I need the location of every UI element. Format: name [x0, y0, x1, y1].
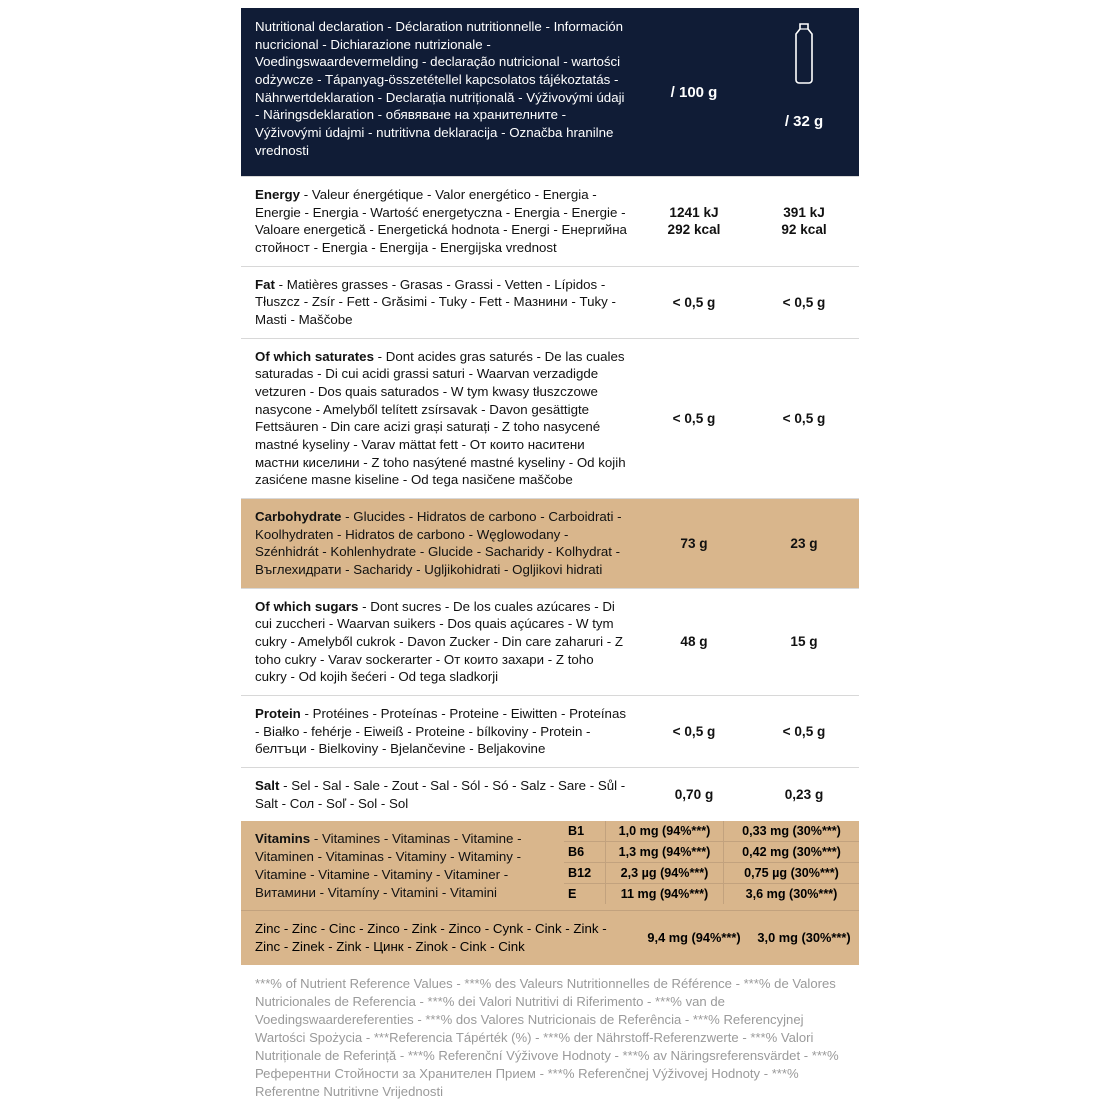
vitamin-name: E [564, 884, 606, 904]
vitamin-value-100g: 1,0 mg (94%***) [606, 821, 724, 841]
header-col-per-serving [749, 8, 859, 176]
vitamins-grid [564, 821, 859, 910]
table-section-vitamins [241, 821, 859, 964]
table-row-zinc [241, 910, 859, 964]
vitamin-value-serving: 0,75 µg (30%***) [744, 866, 839, 881]
nutrition-table [241, 8, 859, 1113]
row-label-vitamins-bold: Vitamins [255, 831, 311, 847]
row-label-protein [241, 696, 639, 767]
row-value-protein-100g: < 0,5 g [672, 724, 716, 740]
vitamin-value-100g: 2,3 µg (94%***) [606, 863, 724, 883]
row-label-energy-rest: - Valeur énergétique - Valor energético - Energia - Energie - Energia - Wartość energetyczna - Energia - Energie - Valoare energetică - Energetická hodnota - Energi - Енергийна стойност - Energia - Energija - Energijska vrednost [255, 187, 627, 256]
row-label-fat-bold: Fat [255, 276, 275, 292]
row-label-energy [241, 177, 639, 266]
row-value-salt-100g: 0,70 g [674, 787, 714, 803]
row-value-saturates-100g: < 0,5 g [672, 410, 716, 426]
row-value-carbohydrate-100g: 73 g [680, 535, 708, 551]
vitamin-line [564, 821, 859, 842]
row-value-carbohydrate-serving: 23 g [790, 535, 818, 551]
row-label-energy-bold: Energy [255, 187, 301, 202]
row-value-energy-serving-kj: 391 kJ [783, 204, 825, 220]
row-label-protein-bold: Protein [255, 706, 301, 722]
table-row-carbohydrate [241, 498, 859, 588]
vitamin-name: B6 [564, 842, 606, 862]
table-row-fat [241, 266, 859, 338]
header-col-per-serving-label: / 32 g [784, 113, 824, 130]
row-label-salt [241, 768, 639, 821]
row-label-sugars-rest: - Dont sucres - De los cuales azúcares - Di cui zuccheri - Waarvan suikers - Dos quais açúcares - W tym cukry - Amelyből cukrok - Davon Zucker - Din care zaharuri - Z toho cukry - Varav sockerarter - От които захари - Z toho cukry - Od kojih šećeri - Od tega sladkorji [255, 598, 623, 685]
row-label-salt-rest: - Sel - Sal - Sale - Zout - Sal - Sól - Só - Salz - Sare - Sůl - Salt - Сол - Soľ - Sol - Sol [255, 778, 626, 811]
vitamin-name: B1 [564, 821, 606, 841]
row-value-zinc-serving: 3,0 mg (30%***) [757, 930, 851, 946]
table-header [241, 8, 859, 176]
row-value-protein-serving: < 0,5 g [782, 724, 826, 740]
row-label-sugars [241, 589, 639, 695]
table-row-vitamins [241, 821, 859, 910]
row-value-fat-100g: < 0,5 g [672, 294, 716, 310]
row-label-fat-rest: - Matières grasses - Grasas - Grassi - Vetten - Lípidos - Tłuszcz - Zsír - Fett - Grăsimi - Tuky - Fett - Мазнини - Tuky - Masti - Maščobe [255, 276, 616, 328]
table-row-energy [241, 176, 859, 266]
table-row-protein [241, 695, 859, 767]
vitamin-line [564, 884, 859, 904]
row-label-protein-rest: - Protéines - Proteínas - Proteine - Eiwitten - Proteínas - Białko - fehérje - Eiweiß - Proteine - bílkoviny - Protein - белтъци - Bielkoviny - Bjelančevine - Beljakovine [255, 706, 626, 757]
header-col-per-100g-label: / 100 g [670, 83, 718, 101]
vitamin-value-100g: 11 mg (94%***) [606, 884, 724, 904]
table-row-saturates [241, 338, 859, 498]
footnote-nrv: ***% of Nutrient Reference Values - ***% des Valeurs Nutritionnelles de Référence - ***% de Valores Nutricionales de Referencia - ***% dei Valori Nutritivi di Riferimento - ***% van de Voedingswaardereferenties - ***% dos Valores Nutricionais de Referência - ***% Referencyjnej Wartości Spożycia - ***Referencia Tápérték (%) - ***% der Nährstoff-Referenzwerte - ***% Valori Nutriționale de Referință - ***% Referenční Výživove Hodnoty - ***% av Näringsreferensvärdet - ***% Референтни Стойности за Хранителен Прием - ***% Referenčnej Výživovej Hodnoty - ***% Referentne Nutritivne Vrijednosti [241, 965, 859, 1113]
row-label-fat [241, 267, 639, 338]
row-label-carbohydrate [241, 499, 639, 588]
vitamin-value-serving: 0,33 mg (30%***) [742, 824, 841, 839]
header-col-per-100g [639, 8, 749, 176]
row-label-saturates [241, 339, 639, 498]
row-label-saturates-bold: Of which saturates [255, 348, 374, 364]
row-label-salt-bold: Salt [255, 778, 280, 794]
vitamin-value-serving: 3,6 mg (30%***) [745, 887, 838, 902]
row-value-energy-100g-kj: 1241 kJ [669, 204, 719, 220]
row-label-carbohydrate-rest: - Glucides - Hidratos de carbono - Carboidrati - Koolhydraten - Hidratos de carbono - Węglowodany - Szénhidrát - Kohlenhydrate - Glucide - Sacharidy - Kolhydrat - Въглехидрати - Sacharidy - Ugljikohidrati - Ogljikovi hidrati [255, 509, 622, 578]
row-label-sugars-bold: Of which sugars [255, 598, 359, 614]
row-value-energy-100g-kcal: 292 kcal [667, 222, 721, 238]
row-label-zinc: Zinc - Zinc - Cinc - Zinco - Zink - Zinco - Cynk - Cink - Zink - Zinc - Zinek - Zink - Цинк - Zinok - Cink - Cink [255, 921, 607, 954]
row-label-vitamins [241, 821, 564, 910]
row-value-saturates-serving: < 0,5 g [782, 410, 826, 426]
header-title: Nutritional declaration - Déclaration nutritionnelle - Información nucricional - Dichiarazione nutrizionale - Voedingswaardevermelding - declaração nutricional - wartości odżywcze - Tápanyag-összetétellel kapcsolatos tájékoztatás - Nährwertdeklaration - Declarația nutrițională - Výživovými údaji - Näringsdeklaration - обявяване на хранителните - Výživovými údajmi - nutritivna deklaracija - Označba hranilne vrednosti [255, 19, 625, 158]
row-value-salt-serving: 0,23 g [784, 787, 824, 803]
vitamin-name: B12 [564, 863, 606, 883]
row-value-sugars-100g: 48 g [680, 634, 708, 650]
row-label-saturates-rest: - Dont acides gras saturés - De las cuales saturadas - Di cui acidi grassi saturi - Waarvan verzadigde vetzuren - Dos quais saturados - W tym kwasy tłuszczowe nasycone - Amelyből telített zsírsavak - Davon gesättigte Fettsäuren - Din care acizi grași saturați - Z toho nasycené mastné kyseliny - Varav mättat fett - От които наситени мастни киселини - Z toho nasýtené mastné kyseliny - Od kojih zasićene masne kiseline - Od tega nasičene maščobe [255, 348, 626, 488]
bottle-icon [789, 22, 819, 84]
row-value-energy-serving-kcal: 92 kcal [781, 222, 827, 238]
table-row-sugars [241, 588, 859, 695]
row-value-energy-serving [749, 177, 859, 266]
row-value-sugars-serving: 15 g [790, 634, 818, 650]
row-value-energy-100g [639, 177, 749, 266]
row-label-vitamins-rest: - Vitamines - Vitaminas - Vitamine - Vitaminen - Vitaminas - Vitaminy - Witaminy - Vitamine - Vitamine - Vitaminy - Vitaminer - Витамини - Vitamíny - Vitamini - Vitamini [255, 831, 522, 900]
table-row-salt [241, 767, 859, 821]
row-value-fat-serving: < 0,5 g [782, 294, 826, 310]
row-value-zinc-100g: 9,4 mg (94%***) [647, 930, 741, 946]
vitamin-value-serving: 0,42 mg (30%***) [742, 845, 841, 860]
row-label-carbohydrate-bold: Carbohydrate [255, 509, 342, 525]
vitamin-value-100g: 1,3 mg (94%***) [606, 842, 724, 862]
vitamin-line [564, 863, 859, 884]
vitamin-line [564, 842, 859, 863]
